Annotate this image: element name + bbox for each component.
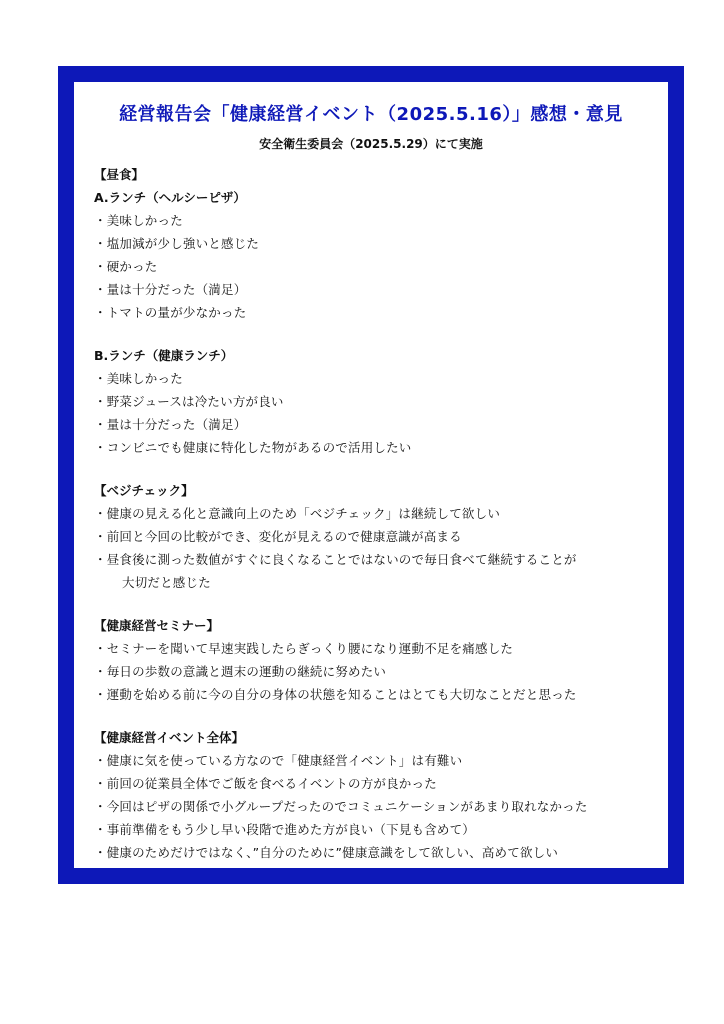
list-item: ・運動を始める前に今の自分の身体の状態を知ることはとても大切なことだと思った bbox=[94, 687, 577, 702]
section-heading: B.ランチ（健康ランチ） bbox=[94, 348, 234, 363]
document-content bbox=[94, 163, 669, 884]
section-heading: 【健康経営セミナー】 bbox=[94, 618, 220, 633]
section-vegicheck bbox=[94, 479, 669, 594]
list-item-continuation: 大切だと感じた bbox=[122, 575, 211, 590]
list-item: ・硬かった bbox=[94, 259, 158, 274]
section-subheading: A.ランチ（ヘルシーピザ） bbox=[94, 190, 246, 205]
list-item: ・野菜ジュースは冷たい方が良い bbox=[94, 394, 284, 409]
list-item: ・美味しかった bbox=[94, 213, 183, 228]
list-item: ・塩加減が少し強いと感じた bbox=[94, 236, 260, 251]
section-event-overall bbox=[94, 726, 669, 864]
document-title: 経営報告会「健康経営イベント（2025.5.16）」感想・意見 bbox=[119, 104, 623, 125]
list-item: ・昼食後に測った数値がすぐに良くなることではないので毎日食べて継続することが bbox=[94, 552, 577, 567]
list-item: ・毎日の歩数の意識と週末の運動の継続に努めたい bbox=[94, 664, 387, 679]
list-item: ・事前準備をもう少し早い段階で進めた方が良い（下見も含めて） bbox=[94, 822, 476, 837]
list-item: ・前回の従業員全体でご飯を食べるイベントの方が良かった bbox=[94, 776, 437, 791]
list-item: ・セミナーを聞いて早速実践したらぎっくり腰になり運動不足を痛感した bbox=[94, 641, 514, 656]
list-item: ・量は十分だった（満足） bbox=[94, 282, 247, 297]
list-item: ・前回と今回の比較ができ、変化が見えるので健康意識が高まる bbox=[94, 529, 462, 544]
list-item: ・トマトの量が少なかった bbox=[94, 305, 247, 320]
list-item: ・健康に気を使っている方なので「健康経営イベント」は有難い bbox=[94, 753, 463, 768]
list-item: ・コンビニでも健康に特化した物があるので活用したい bbox=[94, 440, 412, 455]
document-frame bbox=[58, 66, 684, 884]
list-item: ・今回はピザの関係で小グループだったのでコミュニケーションがあまり取れなかった bbox=[94, 799, 588, 814]
section-lunch bbox=[94, 163, 669, 324]
section-heading: 【昼食】 bbox=[94, 167, 145, 182]
section-heading: 【健康経営イベント全体】 bbox=[94, 730, 245, 745]
list-item: ・健康の見える化と意識向上のため「ベジチェック」は継続して欲しい bbox=[94, 506, 501, 521]
section-lunch-b bbox=[94, 344, 669, 459]
list-item: ・健康のためだけではなく、”自分のために”健康意識をして欲しい、高めて欲しい bbox=[94, 845, 559, 860]
section-seminar bbox=[94, 614, 669, 706]
document-subtitle: 安全衛生委員会（2025.5.29）にて実施 bbox=[259, 137, 483, 151]
list-item: ・量は十分だった（満足） bbox=[94, 417, 247, 432]
section-heading: 【ベジチェック】 bbox=[94, 483, 194, 498]
list-item: ・美味しかった bbox=[94, 371, 183, 386]
